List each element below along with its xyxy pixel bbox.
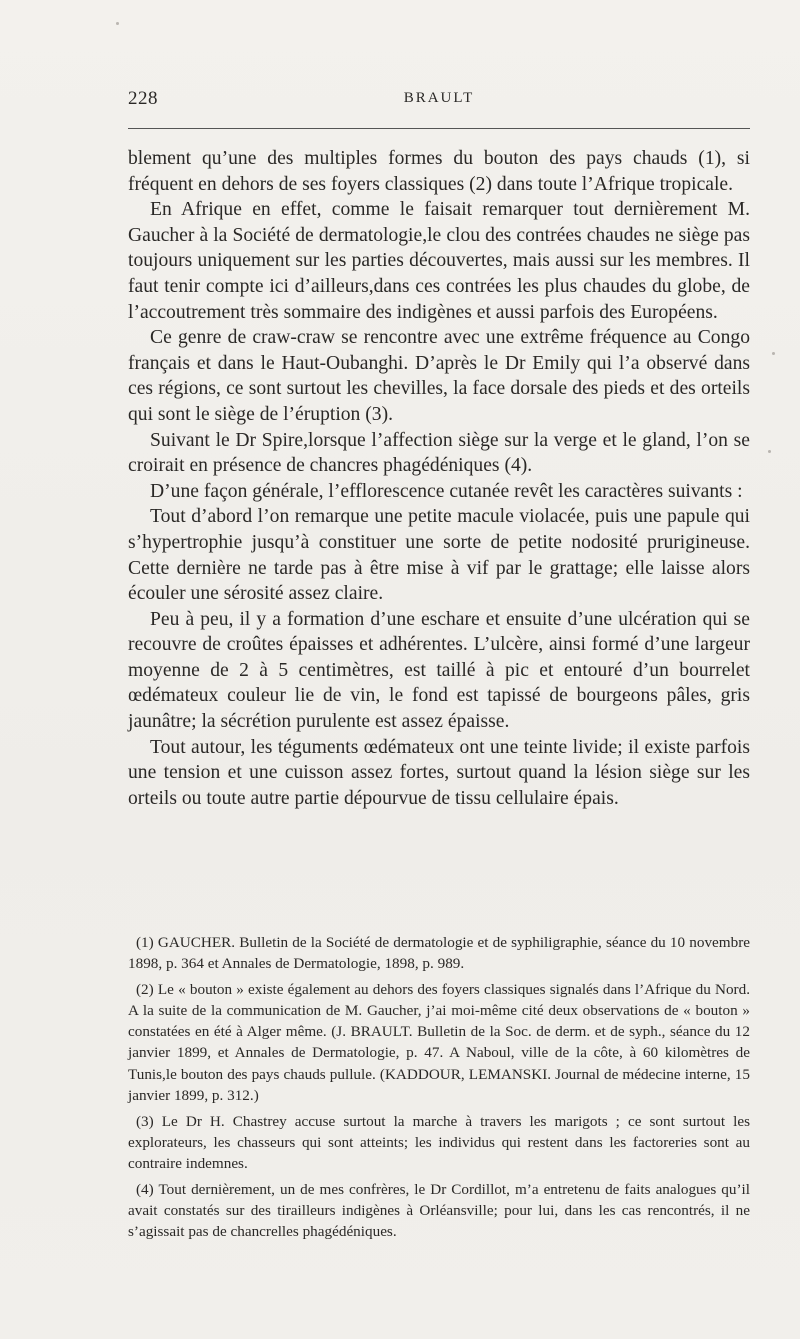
footnote-4: (4) Tout dernièrement, un de mes confrères, le Dr Cordillot, m’a entretenu de faits analogues qu’il avait constatés sur des tirailleurs indigènes à Orléansville; pour lui, dans les cas rencontrés, il ne s’agissait pas de chancrelles phagédéniques.: [128, 1181, 750, 1241]
paragraph: D’une façon générale, l’efflorescence cutanée revêt les caractères suivants :: [150, 480, 743, 502]
paragraph: blement qu’une des multiples formes du bouton des pays chauds (1), si fréquent en dehors de ses foyers classiques (2) dans toute l’Afrique tropicale.: [128, 148, 750, 195]
scan-speck: [116, 22, 119, 25]
paragraph: Ce genre de craw-craw se rencontre avec une extrême fréquence au Congo français et dans le Haut-Oubanghi. D’après le Dr Emily qui l’a observé dans ces régions, ce sont surtout les chevilles, la face dorsale des pieds et des orteils qui sont le siège de l’éruption (3).: [128, 327, 750, 425]
header-rule: [128, 128, 750, 129]
paragraph: Tout d’abord l’on remarque une petite macule violacée, puis une papule qui s’hypertrophie jusqu’à constituer une sorte de petite nodosité prurigineuse. Cette dernière ne tarde pas à être mise à vif par le grattage; elle laisse alors écouler une sérosité assez claire.: [128, 506, 750, 605]
scan-speck: [772, 352, 775, 355]
paragraph: Tout autour, les téguments œdémateux ont une teinte livide; il existe parfois une tension et une cuisson assez fortes, surtout quand la lésion siège sur les orteils ou toute autre partie dépourvue de tissu cellulaire épais.: [128, 736, 750, 809]
footnote-1: (1) GAUCHER. Bulletin de la Société de dermatologie et de syphiligraphie, séance du 10 novembre 1898, p. 364 et Annales de Dermatologie, 1898, p. 989.: [128, 934, 750, 973]
footnote-3: (3) Le Dr H. Chastrey accuse surtout la marche à travers les marigots ; ce sont surtout les explorateurs, les chasseurs qui sont atteints; les individus qui restent dans les factoreries sont au contraire indemnes.: [128, 1112, 750, 1172]
page-number: 228: [128, 88, 158, 109]
paragraph: Peu à peu, il y a formation d’une eschare et ensuite d’une ulcération qui se recouvre de croûtes épaisses et adhérentes. L’ulcère, ainsi formé d’une largeur moyenne de 2 à 5 centimètres, est taillé à pic et entouré d’un bourrelet œdémateux couleur lie de vin, le fond est tapissé de bourgeons pâles, gris jaunâtre; la sécrétion purulente est assez épaisse.: [128, 608, 750, 733]
scan-speck: [768, 450, 771, 453]
running-title: BRAULT: [403, 90, 475, 106]
running-header: [128, 88, 750, 116]
footnotes: [128, 932, 750, 1242]
footnote-2: (2) Le « bouton » existe également au dehors des foyers classiques signalés dans l’Afrique du Nord. A la suite de la communication de M. Gaucher, j’ai moi-même cité deux observations de « bouton » constatées en été à Alger même. (J. BRAULT. Bulletin de la Soc. de derm. et de syph., séance du 12 janvier 1899, et Annales de Dermatologie, p. 47. A Naboul, ville de la côte, à 60 kilomètres de Tunis,le bouton des pays chauds pullule. (KADDOUR, LEMANSKI. Journal de médecine interne, 15 janvier 1899, p. 312.): [128, 981, 750, 1104]
body-text: [128, 146, 750, 811]
paragraph: Suivant le Dr Spire,lorsque l’affection siège sur la verge et le gland, l’on se croirait en présence de chancres phagédéniques (4).: [128, 429, 750, 477]
paragraph: En Afrique en effet, comme le faisait remarquer tout dernièrement M. Gaucher à la Société de dermatologie,le clou des contrées chaudes ne siège pas toujours uniquement sur les parties découvertes, mais aussi sur les membres. Il faut tenir compte ici d’ailleurs,dans ces contrées les plus chaudes du globe, de l’accoutrement très sommaire des indigènes et aussi parfois des Européens.: [128, 199, 750, 323]
